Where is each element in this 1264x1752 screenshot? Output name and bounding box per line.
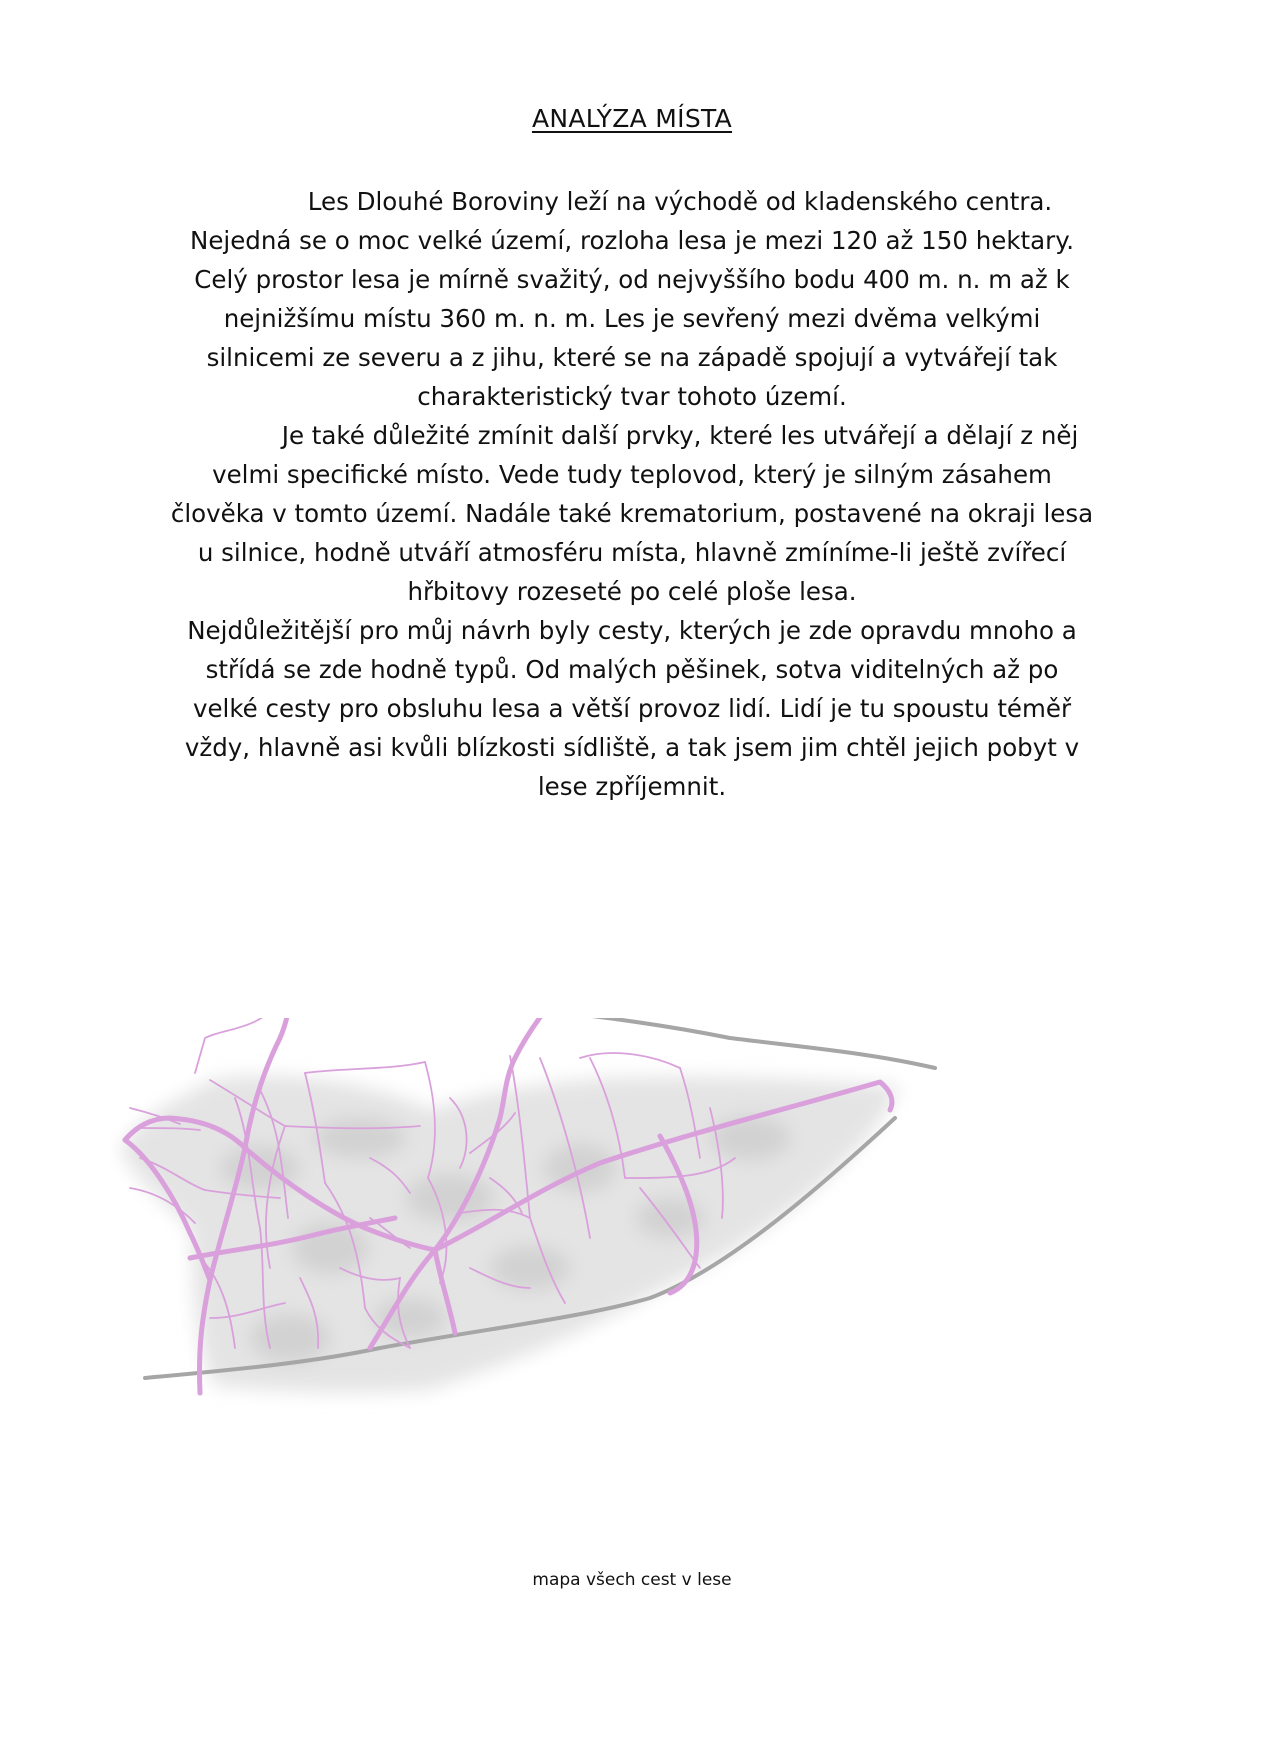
forest-area <box>120 1076 900 1393</box>
map-drawing <box>110 1018 1070 1578</box>
paragraph-1-text: Les Dlouhé Boroviny leží na východě od kladenského centra. Nejedná se o moc velké území, rozloha lesa je mezi 120 až 150 hektary. Celý prostor lesa je mírně svažitý, od nejvyššího bodu 400 m. n. m až k nejnižšímu místu 360 m. n. m. Les je sevřený mezi dvěma velkými silnicemi ze severu a z jihu, které se na západě spojují a vytvářejí tak charakteristický tvar tohoto území. <box>190 187 1074 411</box>
paragraph-2 <box>170 416 1094 611</box>
paragraph-1 <box>170 182 1094 416</box>
forest-path-map <box>110 1018 1070 1578</box>
body-text <box>170 182 1094 806</box>
map-caption: mapa všech cest v lese <box>532 1570 732 1590</box>
page-title: ANALÝZA MÍSTA <box>531 104 733 133</box>
paragraph-3 <box>170 611 1094 806</box>
paragraph-2-text: Je také důležité zmínit další prvky, které les utvářejí a dělají z něj velmi specifické místo. Vede tudy teplovod, který je silným zásahem člověka v tomto území. Nadále také krematorium, postavené na okraji lesa u silnice, hodně utváří atmosféru místa, hlavně zmíníme-li ještě zvířecí hřbitovy rozeseté po celé ploše lesa. <box>170 421 1094 606</box>
paragraph-3-text: Nejdůležitější pro můj návrh byly cesty, kterých je zde opravdu mnoho a střídá se zde hodně typů. Od malých pěšinek, sotva viditelných až po velké cesty pro obsluhu lesa a větší provoz lidí. Lidí je tu spoustu téměř vždy, hlavně asi kvůli blízkosti sídliště, a tak jsem jim chtěl jejich pobyt v lese zpříjemnit. <box>184 616 1080 801</box>
